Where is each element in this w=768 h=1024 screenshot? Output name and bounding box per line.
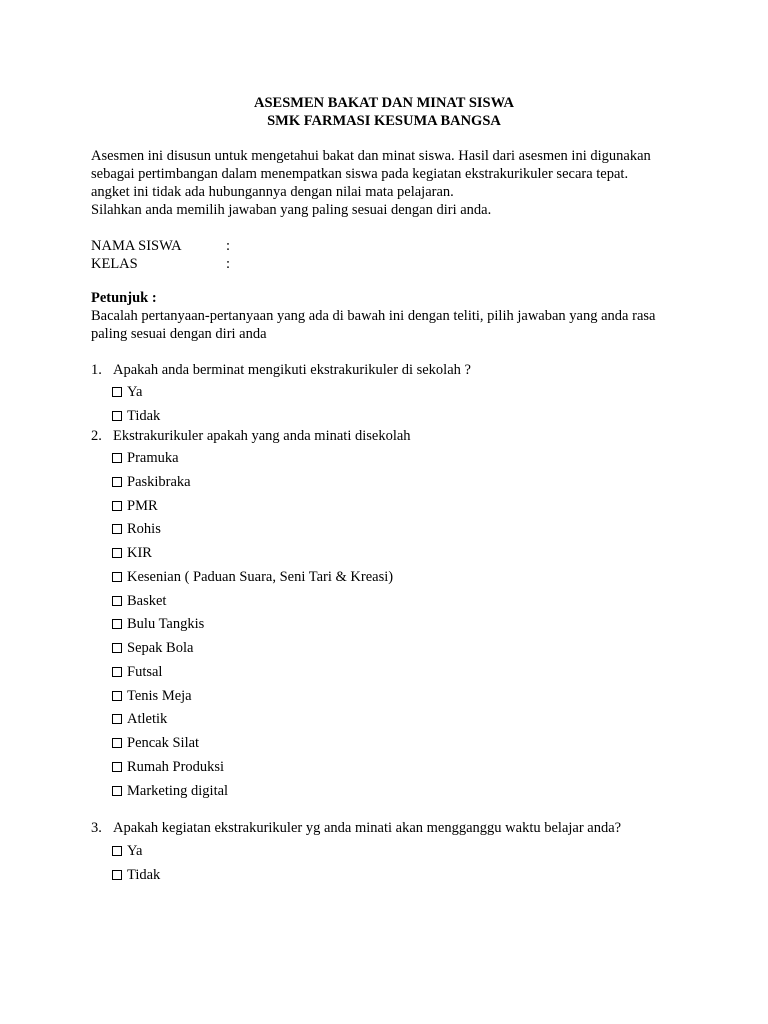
option-atletik[interactable]: [112, 710, 167, 728]
option-sepak-bola[interactable]: [112, 639, 193, 657]
kelas-label: KELAS: [91, 256, 138, 272]
option-tidak[interactable]: [112, 866, 160, 884]
checkbox-icon[interactable]: [112, 691, 122, 701]
intro-line-3: angket ini tidak ada hubungannya dengan nilai mata pelajaran.: [91, 184, 454, 200]
option-futsal[interactable]: [112, 663, 162, 681]
question-text: Ekstrakurikuler apakah yang anda minati disekolah: [113, 428, 411, 444]
checkbox-icon[interactable]: [112, 477, 122, 487]
option-bulu-tangkis[interactable]: [112, 615, 204, 633]
option-label: Bulu Tangkis: [127, 616, 205, 632]
checkbox-icon[interactable]: [112, 453, 122, 463]
option-label: Pramuka: [127, 450, 179, 466]
instructions-label: Petunjuk :: [91, 290, 157, 306]
title-line-2: SMK FARMASI KESUMA BANGSA: [267, 113, 501, 129]
checkbox-icon[interactable]: [112, 572, 122, 582]
checkbox-icon[interactable]: [112, 619, 122, 629]
question-number: 1.: [91, 362, 102, 378]
option-label: Rumah Produksi: [127, 759, 225, 775]
instructions-line-2: paling sesuai dengan diri anda: [91, 326, 267, 342]
option-label: Tenis Meja: [127, 688, 192, 704]
option-label: PMR: [127, 498, 158, 514]
option-rohis[interactable]: [112, 520, 161, 538]
option-pramuka[interactable]: [112, 449, 179, 467]
option-ya[interactable]: [112, 842, 142, 860]
checkbox-icon[interactable]: [112, 738, 122, 748]
nama-siswa-label: NAMA SISWA: [91, 238, 182, 254]
option-label: Basket: [127, 593, 167, 609]
option-label: Sepak Bola: [127, 640, 194, 656]
option-label: Pencak Silat: [127, 735, 200, 751]
option-label: KIR: [127, 545, 152, 561]
option-label: Paskibraka: [127, 474, 191, 490]
option-pmr[interactable]: [112, 497, 158, 515]
nama-siswa-field: [91, 237, 231, 255]
intro-line-4: Silahkan anda memilih jawaban yang paling sesuai dengan diri anda.: [91, 202, 492, 218]
checkbox-icon[interactable]: [112, 786, 122, 796]
question-1: [91, 361, 471, 379]
kelas-field: [91, 255, 231, 273]
intro-line-1: Asesmen ini disusun untuk mengetahui bakat dan minat siswa. Hasil dari asesmen ini digunakan: [91, 148, 651, 164]
instructions-line-1: Bacalah pertanyaan-pertanyaan yang ada di bawah ini dengan teliti, pilih jawaban yang anda rasa: [91, 308, 656, 324]
option-tidak[interactable]: [112, 407, 160, 425]
option-label: Atletik: [127, 711, 168, 727]
checkbox-icon[interactable]: [112, 596, 122, 606]
option-label: Ya: [127, 384, 143, 400]
option-tenis-meja[interactable]: [112, 687, 192, 705]
checkbox-icon[interactable]: [112, 762, 122, 772]
question-text: Apakah anda berminat mengikuti ekstrakurikuler di sekolah ?: [113, 362, 471, 378]
checkbox-icon[interactable]: [112, 846, 122, 856]
question-3: [91, 819, 621, 837]
option-label: Ya: [127, 843, 143, 859]
option-label: Futsal: [127, 664, 163, 680]
option-ya[interactable]: [112, 383, 142, 401]
intro-paragraph: [91, 147, 691, 219]
title-line-1: ASESMEN BAKAT DAN MINAT SISWA: [254, 95, 514, 111]
checkbox-icon[interactable]: [112, 387, 122, 397]
nama-siswa-colon: :: [226, 238, 231, 254]
option-label: Tidak: [127, 867, 161, 883]
intro-line-2: sebagai pertimbangan dalam menempatkan siswa pada kegiatan ekstrakurikuler secara tepat.: [91, 166, 629, 182]
checkbox-icon[interactable]: [112, 524, 122, 534]
option-label: Tidak: [127, 408, 161, 424]
question-2: [91, 427, 411, 445]
option-label: Kesenian ( Paduan Suara, Seni Tari & Kreasi): [127, 569, 394, 585]
checkbox-icon[interactable]: [112, 643, 122, 653]
option-paskibraka[interactable]: [112, 473, 191, 491]
checkbox-icon[interactable]: [112, 501, 122, 511]
instructions-text: [91, 307, 691, 343]
option-label: Rohis: [127, 521, 161, 537]
document-title: [0, 94, 768, 130]
checkbox-icon[interactable]: [112, 870, 122, 880]
option-kesenian[interactable]: [112, 568, 393, 586]
checkbox-icon[interactable]: [112, 548, 122, 558]
option-marketing-digital[interactable]: [112, 782, 228, 800]
option-label: Marketing digital: [127, 783, 229, 799]
checkbox-icon[interactable]: [112, 411, 122, 421]
option-rumah-produksi[interactable]: [112, 758, 224, 776]
checkbox-icon[interactable]: [112, 667, 122, 677]
kelas-colon: :: [226, 256, 231, 272]
option-kir[interactable]: [112, 544, 152, 562]
checkbox-icon[interactable]: [112, 714, 122, 724]
question-text: Apakah kegiatan ekstrakurikuler yg anda minati akan mengganggu waktu belajar anda?: [113, 820, 622, 836]
question-number: 3.: [91, 820, 102, 836]
question-number: 2.: [91, 428, 102, 444]
option-basket[interactable]: [112, 592, 166, 610]
option-pencak-silat[interactable]: [112, 734, 199, 752]
